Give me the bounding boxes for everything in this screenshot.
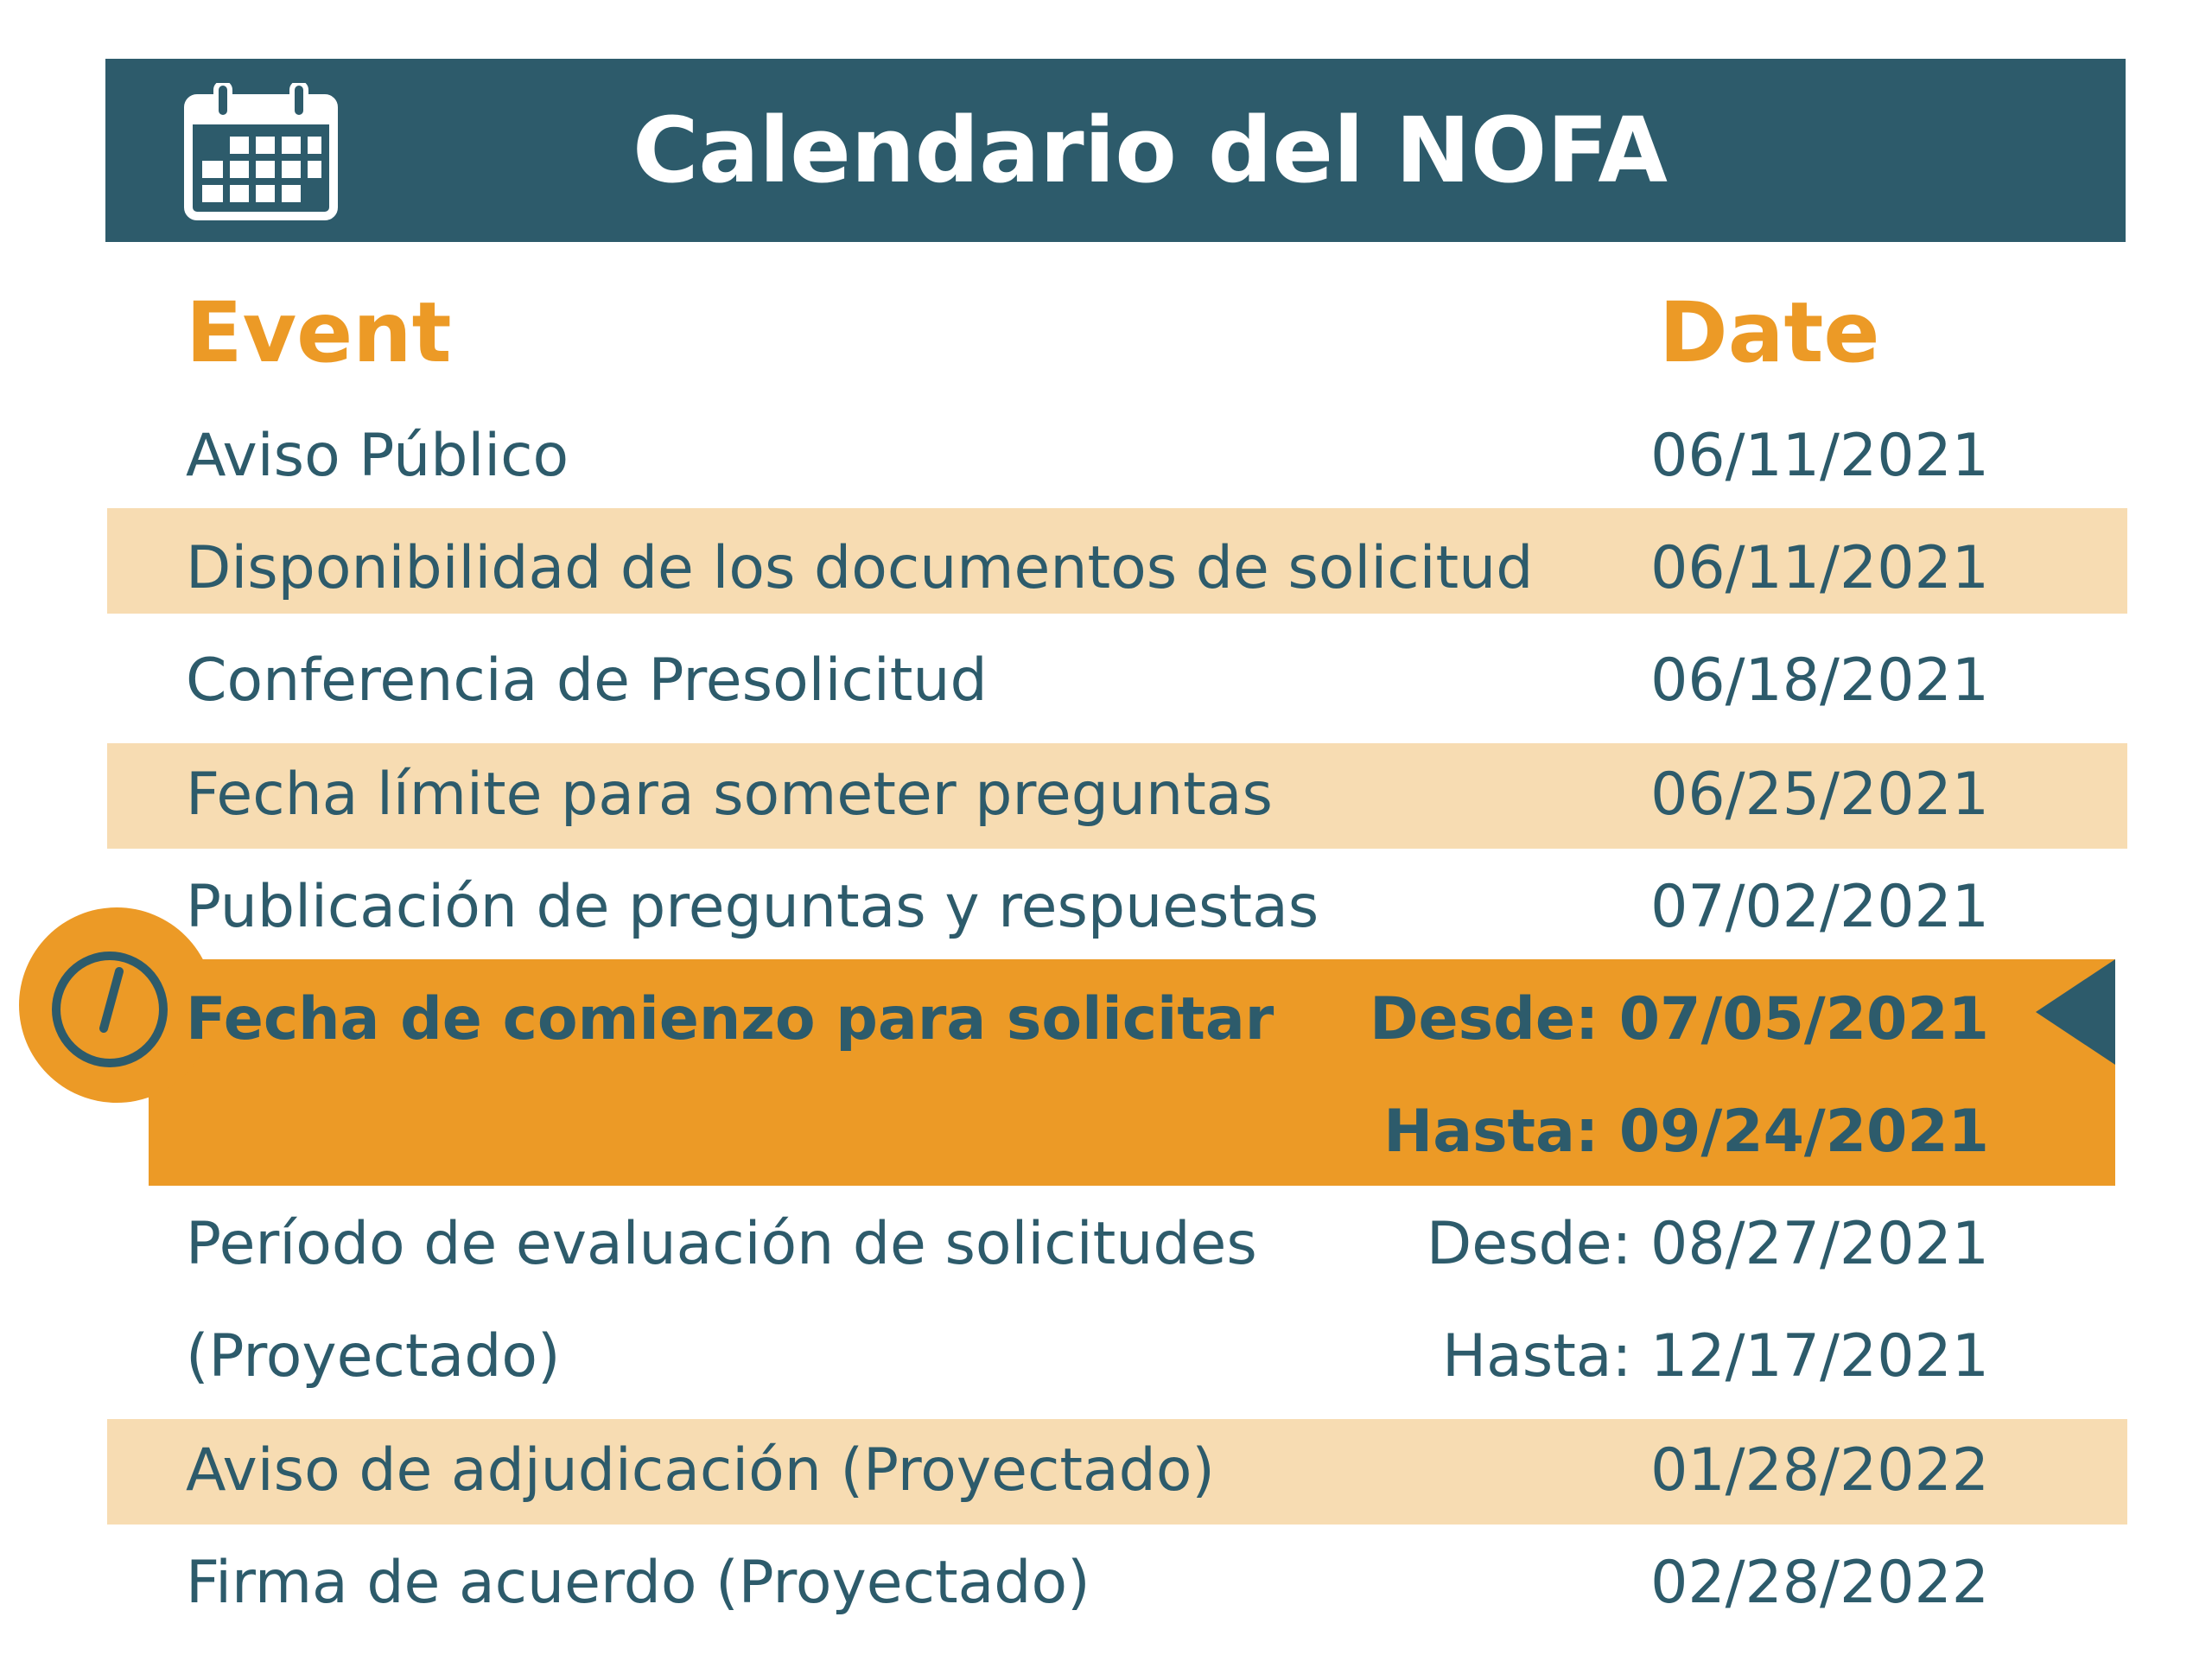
event-conferencia: Conferencia de Presolicitud xyxy=(186,646,988,715)
event-evaluacion-line2: (Proyectado) xyxy=(186,1322,561,1391)
date-publicacion: 07/02/2021 xyxy=(1650,873,1989,941)
event-column-header: Event xyxy=(186,284,452,381)
date-disponibilidad: 06/11/2021 xyxy=(1650,534,1989,602)
date-aviso-publico: 06/11/2021 xyxy=(1650,422,1989,490)
date-evaluacion-desde: Desde: 08/27/2021 xyxy=(1426,1210,1989,1278)
header-banner xyxy=(105,59,2126,242)
event-fecha-limite: Fecha límite para someter preguntas xyxy=(186,761,1273,829)
date-firma-acuerdo: 02/28/2022 xyxy=(1650,1549,1989,1617)
date-conferencia: 06/18/2021 xyxy=(1650,646,1989,715)
page-title: Calendario del NOFA xyxy=(632,98,1668,203)
event-publicacion: Publicación de preguntas y respuestas xyxy=(186,873,1319,941)
date-fecha-comienzo-desde: Desde: 07/05/2021 xyxy=(1370,985,1989,1053)
date-aviso-adjudicacion: 01/28/2022 xyxy=(1650,1436,1989,1505)
date-fecha-limite: 06/25/2021 xyxy=(1650,761,1989,829)
event-fecha-comienzo: Fecha de comienzo para solicitar xyxy=(186,985,1274,1053)
pointer-triangle-icon xyxy=(2036,959,2115,1065)
date-fecha-comienzo-hasta: Hasta: 09/24/2021 xyxy=(1383,1098,1989,1166)
date-evaluacion-hasta: Hasta: 12/17/2021 xyxy=(1441,1322,1989,1391)
event-aviso-publico: Aviso Público xyxy=(186,422,569,490)
event-aviso-adjudicacion: Aviso de adjudicación (Proyectado) xyxy=(186,1436,1215,1505)
event-evaluacion-line1: Período de evaluación de solicitudes xyxy=(186,1210,1257,1278)
event-disponibilidad: Disponibilidad de los documentos de solicitud xyxy=(186,534,1534,602)
date-column-header: Date xyxy=(1659,284,1880,381)
event-firma-acuerdo: Firma de acuerdo (Proyectado) xyxy=(186,1549,1090,1617)
